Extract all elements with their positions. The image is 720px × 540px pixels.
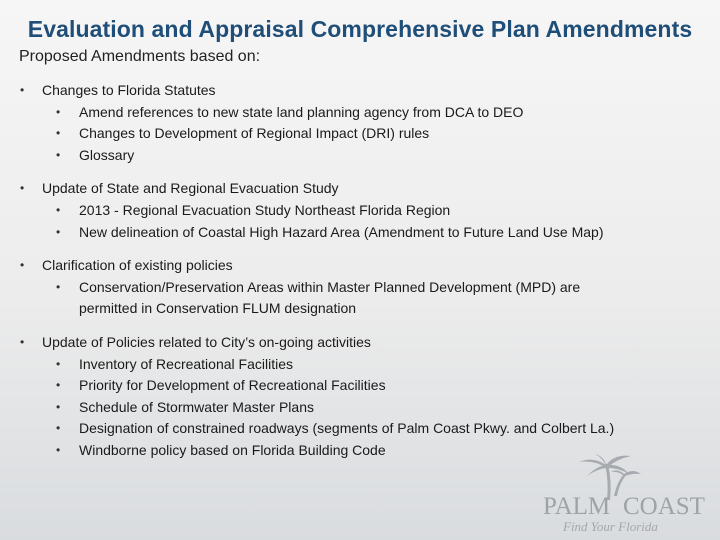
bullet-icon: • [56,202,61,217]
bullet-icon: • [20,334,25,349]
bullet-group-statutes [18,80,708,166]
logo-wordmark-palm: PALM [543,493,611,520]
bullet-item: • New delineation of Coastal High Hazard Area (Amendment to Future Land Use Map) [18,222,708,244]
bullet-item: • Changes to Development of Regional Impact (DRI) rules [18,123,708,145]
bullet-item: • Inventory of Recreational Facilities [18,354,708,376]
bullet-group-policies [18,332,708,462]
palm-coast-logo [535,452,705,536]
bullet-group-evacuation [18,178,708,243]
bullet-icon: • [20,258,25,273]
bullet-item: • 2013 - Regional Evacuation Study Northeast Florida Region [18,200,708,222]
bullet-heading: • Update of State and Regional Evacuation Study [18,178,708,200]
logo-tagline: Find Your Florida [563,519,658,534]
bullet-icon: • [56,378,61,393]
bullet-item: • Priority for Development of Recreational Facilities [18,375,708,397]
bullet-item: • Conservation/Preservation Areas within Master Planned Development (MPD) are [18,277,708,299]
bullet-icon: • [56,126,61,141]
bullet-icon: • [56,399,61,414]
bullet-icon: • [56,224,61,239]
bullet-item: • Designation of constrained roadways (segments of Palm Coast Pkwy. and Colbert La.) [18,418,708,440]
bullet-icon: • [56,421,61,436]
slide-subtitle: Proposed Amendments based on: [19,48,261,65]
bullet-heading: • Clarification of existing policies [18,255,708,277]
logo-wordmark-coast: COAST [623,493,705,520]
bullet-content [18,80,708,474]
bullet-icon: • [56,442,61,457]
bullet-item: • Glossary [18,145,708,167]
bullet-icon: • [56,147,61,162]
bullet-icon: • [56,279,61,294]
slide-title: Evaluation and Appraisal Comprehensive Plan Amendments [27,16,693,42]
bullet-item: • Windborne policy based on Florida Building Code [18,440,708,462]
bullet-item: • Amend references to new state land planning agency from DCA to DEO [18,102,708,124]
bullet-icon: • [20,83,25,97]
bullet-icon: • [56,104,61,119]
bullet-heading: • Changes to Florida Statutes [18,80,708,102]
bullet-heading: • Update of Policies related to City’s on-going activities [18,332,708,354]
bullet-group-clarification [18,255,708,320]
bullet-icon: • [20,181,25,196]
bullet-icon: • [56,356,61,371]
bullet-item-continuation: permitted in Conservation FLUM designation [79,300,357,317]
bullet-item: • Schedule of Stormwater Master Plans [18,397,708,419]
